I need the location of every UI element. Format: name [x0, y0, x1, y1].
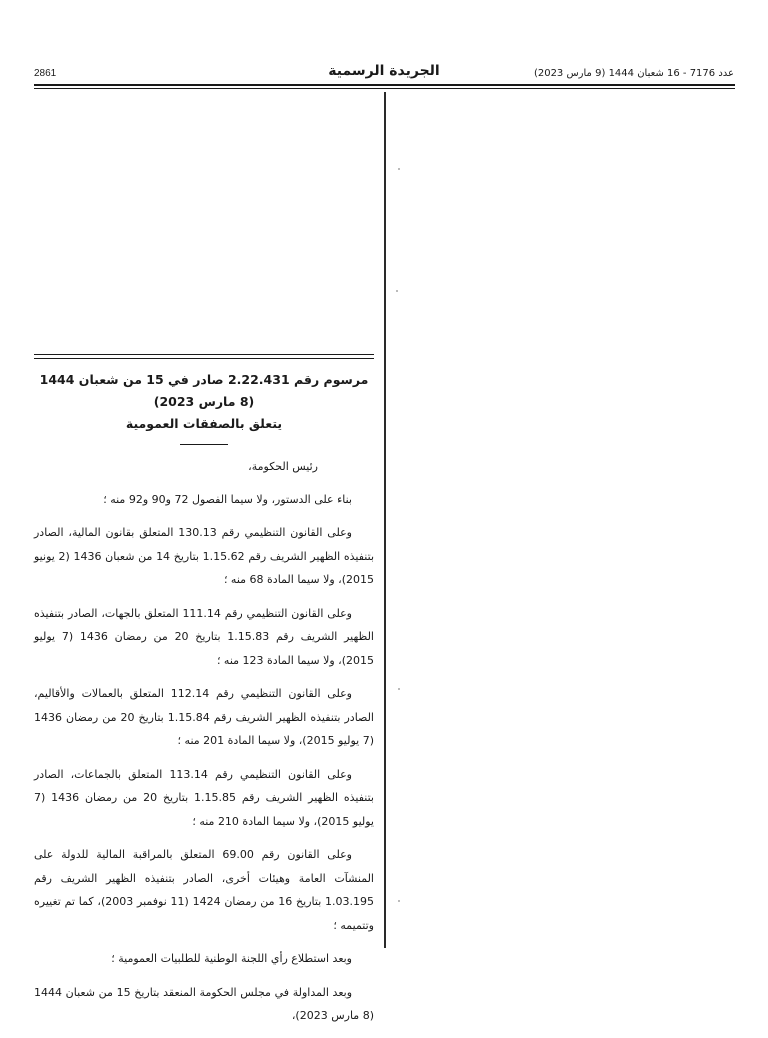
paragraph-text: وبعد استطلاع رأي اللجنة الوطنية للطلبيات العمومية ؛: [111, 952, 352, 965]
page-header: [0, 0, 768, 92]
decree-title-line2: يتعلق بالصفقات العمومية: [125, 416, 283, 431]
paragraph-constitution: [34, 488, 374, 512]
column-divider: [384, 92, 386, 948]
title-divider: [180, 444, 228, 445]
paragraph-text: بناء على الدستور، ولا سيما الفصول 72 و90 و92 منه ؛: [103, 492, 352, 506]
paragraph-deliberation: [34, 981, 374, 1028]
newspaper-title: الجريدة الرسمية: [328, 63, 440, 79]
issue-info: عدد 7176 - 16 شعبان 1444 (9 مارس 2023): [533, 68, 734, 79]
header-rule-thin: [34, 88, 735, 89]
paragraph-law-130-13: [34, 521, 374, 592]
scan-mark: [398, 900, 400, 902]
paragraph-text: وعلى القانون التنظيمي رقم 111.14 المتعلق بالجهات، الصادر بتنفيذه الظهير الشريف رقم 1.15.83 بتاريخ 20 من رمضان 1436 (7 يوليو 2015)، ولا سيما المادة 123 منه ؛: [34, 606, 374, 667]
paragraph-law-69-00: [34, 843, 374, 937]
paragraph-law-113-14: [34, 763, 374, 834]
page-number: 2861: [34, 68, 57, 79]
decree-title-line1: مرسوم رقم 2.22.431 صادر في 15 من شعبان 1444 (8 مارس 2023): [39, 372, 369, 409]
paragraph-committee-opinion: [34, 947, 374, 971]
paragraph-law-112-14: [34, 682, 374, 753]
scan-mark: [398, 168, 400, 170]
paragraph-law-111-14: [34, 602, 374, 673]
decree-block: [34, 354, 374, 1038]
scan-mark: [396, 290, 398, 292]
scan-mark: [398, 688, 400, 690]
paragraph-prime-minister: رئيس الحكومة،: [248, 460, 318, 473]
decree-top-rule-thin: [34, 358, 374, 359]
paragraph-text: وعلى القانون التنظيمي رقم 113.14 المتعلق بالجماعات، الصادر بتنفيذه الظهير الشريف رقم 1.15.85 بتاريخ 20 من رمضان 1436 (7 يوليو 2015)، ولا سيما المادة 210 منه ؛: [34, 767, 374, 828]
paragraph-text: وعلى القانون التنظيمي رقم 130.13 المتعلق بقانون المالية، الصادر بتنفيذه الظهير الشريف رقم 1.15.62 بتاريخ 14 من شعبان 1436 (2 يونيو 2015)، ولا سيما المادة 68 منه ؛: [34, 526, 375, 586]
paragraph-text: وعلى القانون التنظيمي رقم 112.14 المتعلق بالعمالات والأقاليم، الصادر بتنفيذه الظهير الشريف رقم 1.15.84 بتاريخ 20 من رمضان 1436 (7 يوليو 2015)، ولا سيما المادة 201 منه ؛: [34, 687, 374, 747]
header-rule: [34, 84, 735, 86]
decree-title: [34, 369, 374, 435]
paragraph-text: وعلى القانون رقم 69.00 المتعلق بالمراقبة المالية للدولة على المنشآت العامة وهيئات أخرى، الصادر بتنفيذه الظهير الشريف رقم 1.03.195 بتاريخ 16 من رمضان 1424 (11 نوفمبر 2003)، كما تم تغييره وتتميمه ؛: [34, 848, 374, 932]
paragraph-text: وبعد المداولة في مجلس الحكومة المنعقد بتاريخ 15 من شعبان 1444 (8 مارس 2023)،: [34, 985, 374, 1022]
decree-top-rule: [34, 354, 374, 355]
